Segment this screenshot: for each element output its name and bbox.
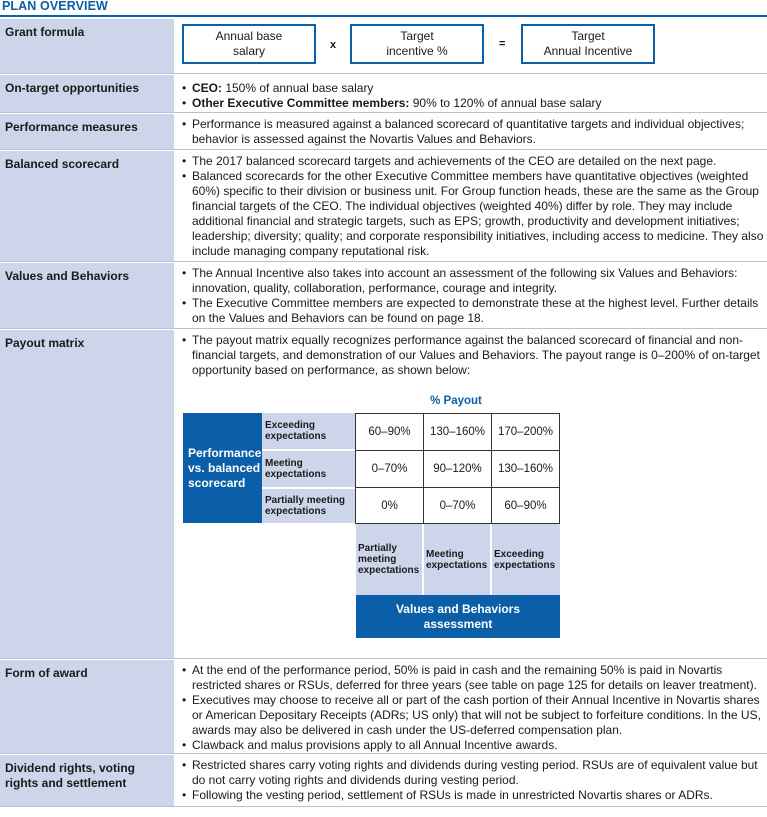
section-title: PLAN OVERVIEW — [2, 0, 108, 13]
matrix-cell: 130–160% — [492, 451, 560, 488]
matrix-horizontal-axis-label: Values and Behaviors assessment — [356, 595, 560, 638]
list-item: • The payout matrix equally recognizes performance against the balanced scorecard of financial and non-financial targets, and demonstration of our Values and Behaviors. The payout range is 0–200% of on-target opportunity based on performance, as shown below: — [182, 333, 767, 378]
row-label: Values and Behaviors — [0, 263, 174, 328]
matrix-title: % Payout — [430, 395, 482, 407]
row-content — [182, 151, 767, 259]
row-on-target-opportunities — [0, 75, 767, 113]
matrix-column-label: Exceeding expectations — [492, 524, 560, 595]
list-item: • Restricted shares carry voting rights and dividends during vesting period. RSUs are of equivalent value but do not carry voting rights and dividends during vesting period. — [182, 758, 767, 788]
row-dividend-rights — [0, 755, 767, 807]
row-content — [182, 114, 767, 147]
row-label: Payout matrix — [0, 330, 174, 658]
list-item: • The Executive Committee members are expected to demonstrate these at the highest level. Further details on the Values and Behaviors can be found on page 18. — [182, 296, 767, 326]
matrix-cell: 130–160% — [424, 414, 492, 451]
formula-box-text: Target incentive % — [386, 29, 448, 58]
formula-box-text: Target Annual Incentive — [543, 29, 633, 58]
matrix-row-label: Meeting expectations — [262, 451, 355, 487]
matrix-cell: 0% — [356, 488, 424, 524]
row-content — [182, 330, 767, 378]
list-item: • Clawback and malus provisions apply to all Annual Incentive awards. — [182, 738, 767, 753]
section-header — [0, 0, 767, 17]
matrix-cell: 60–90% — [492, 488, 560, 524]
matrix-cell: 60–90% — [356, 414, 424, 451]
matrix-column-label: Meeting expectations — [424, 524, 490, 595]
matrix-row-label: Partially meeting expectations — [262, 489, 355, 523]
matrix-cell: 170–200% — [492, 414, 560, 451]
row-balanced-scorecard — [0, 151, 767, 262]
row-values-and-behaviors — [0, 263, 767, 329]
row-content — [182, 660, 767, 753]
formula-box-target-annual-incentive — [521, 24, 655, 64]
row-label: Balanced scorecard — [0, 151, 174, 261]
matrix-column-label: Partially meeting expectations — [356, 524, 422, 595]
list-item: • CEO: 150% of annual base salary — [182, 81, 767, 96]
matrix-cell: 0–70% — [424, 488, 492, 524]
list-item: • The 2017 balanced scorecard targets and achievements of the CEO are detailed on the next page. — [182, 154, 767, 169]
row-form-of-award — [0, 660, 767, 754]
row-label: Performance measures — [0, 114, 174, 149]
row-label: Grant formula — [0, 19, 174, 73]
matrix-cell: 90–120% — [424, 451, 492, 488]
row-content — [182, 263, 767, 326]
formula-box-text: Annual base salary — [215, 29, 283, 58]
list-item: • Other Executive Committee members: 90% to 120% of annual base salary — [182, 96, 767, 111]
matrix-vertical-axis-label: Performance vs. balanced scorecard — [183, 413, 262, 523]
row-content — [182, 755, 767, 803]
row-label: Dividend rights, voting rights and settlement — [0, 755, 174, 806]
list-item: • Following the vesting period, settlement of RSUs is made in unrestricted Novartis shares or ADRs. — [182, 788, 767, 803]
list-item: • At the end of the performance period, 50% is paid in cash and the remaining 50% is paid in Novartis restricted shares or RSUs, deferred for three years (see table on page 125 for details on leaver treatment). — [182, 663, 767, 693]
formula-box-base-salary — [182, 24, 316, 64]
formula-operator-equals: = — [499, 38, 506, 50]
row-content — [182, 75, 767, 111]
matrix-cell: 0–70% — [356, 451, 424, 488]
row-label: On-target opportunities — [0, 75, 174, 112]
list-item: • Executives may choose to receive all or part of the cash portion of their Annual Incentive in Novartis shares or American Depositary Receipts (ADRs; US only) that will not be subject to forfeiture conditions. In the US, awards may also be delivered in cash under the US-deferred compensation plan. — [182, 693, 767, 738]
formula-operator-multiply: x — [330, 39, 337, 51]
list-item: • Balanced scorecards for the other Executive Committee members have quantitative objectives (weighted 60%) specific to their division or business unit. For Group function heads, these are the same as the Group financial targets of the CEO. The individual objectives (weighted 40%) differ by role. They may include additional financial and strategic targets, such as EPS; growth, productivity and development initiatives; leadership; diversity; quality; and corporate responsibility initiatives, including access to medicine. They also include managing company reputational risk. — [182, 169, 767, 259]
row-label: Form of award — [0, 660, 174, 753]
row-performance-measures — [0, 114, 767, 150]
list-item: • The Annual Incentive also takes into account an assessment of the following six Values and Behaviors: innovation, quality, collaboration, performance, courage and integrity. — [182, 266, 767, 296]
formula-box-target-incentive — [350, 24, 484, 64]
matrix-row-label: Exceeding expectations — [262, 413, 355, 449]
list-item: • Performance is measured against a balanced scorecard of quantitative targets and individual objectives; behavior is assessed against the Novartis Values and Behaviors. — [182, 117, 767, 147]
